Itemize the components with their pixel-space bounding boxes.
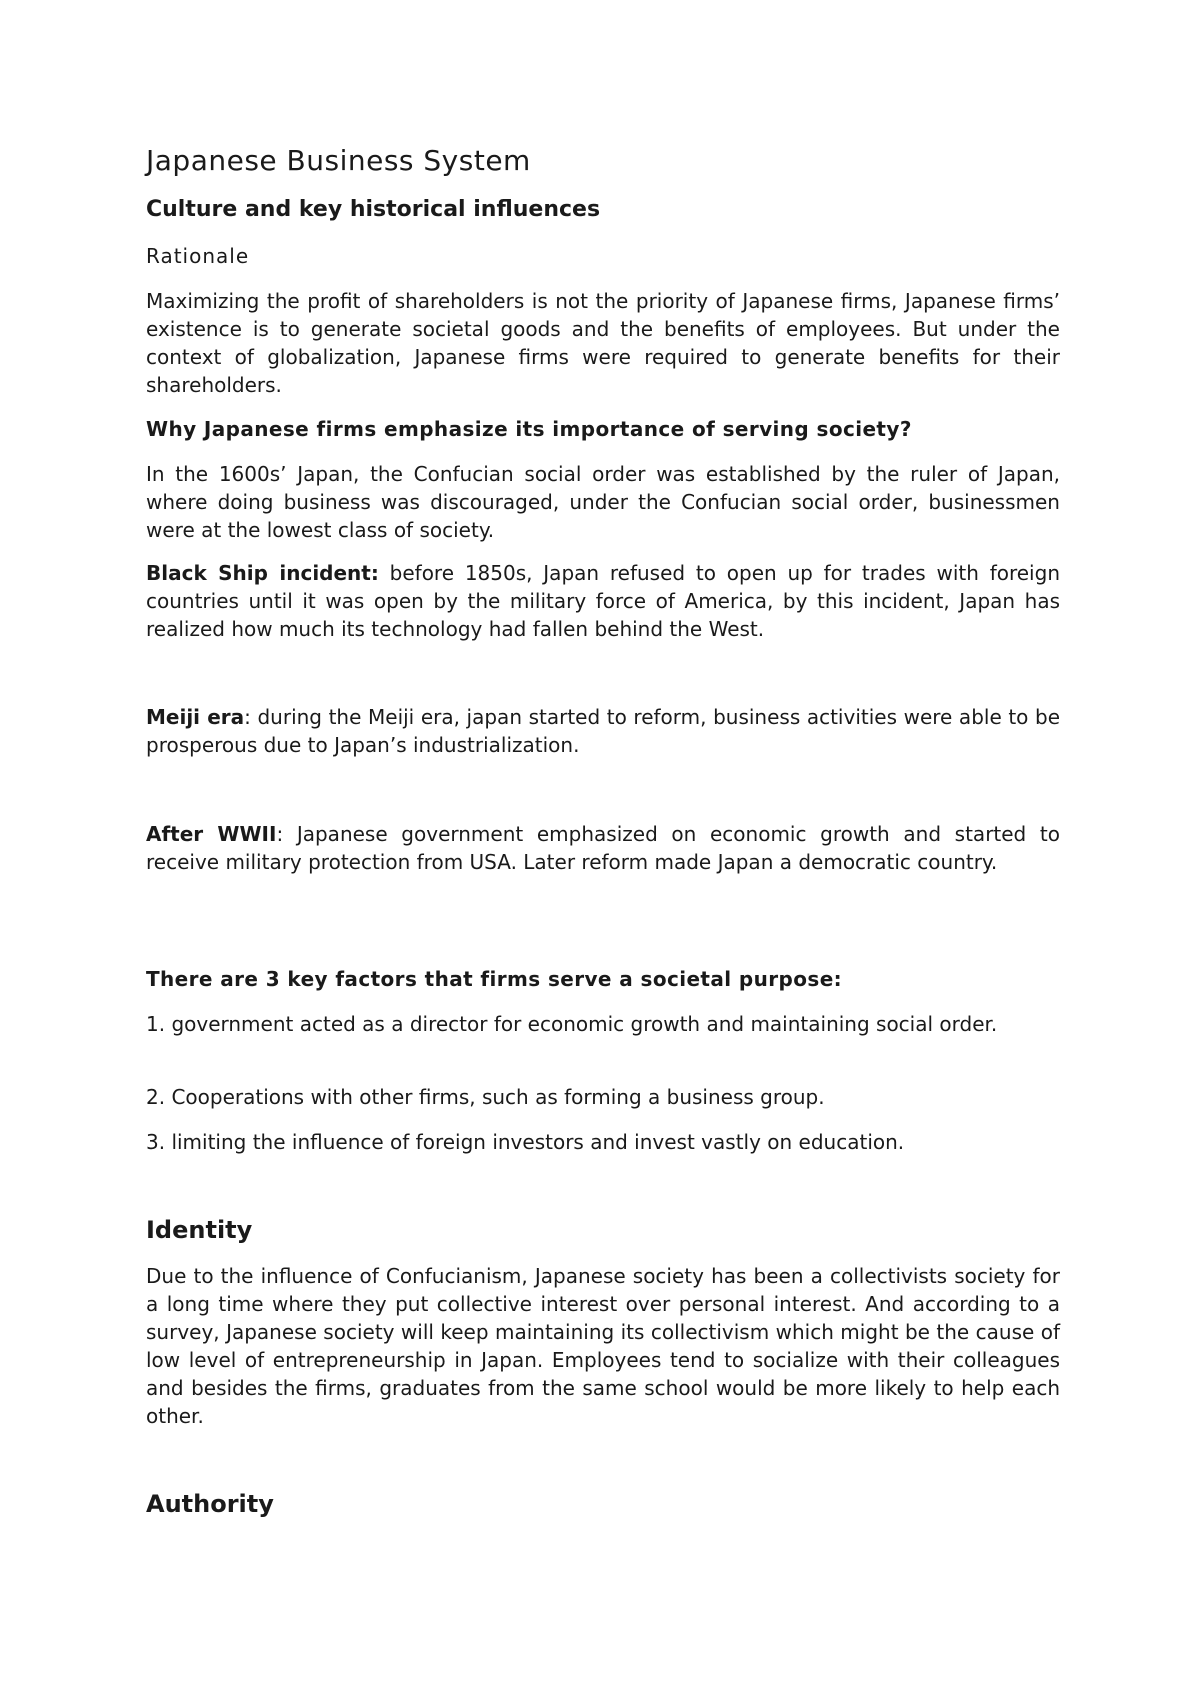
after-wwii-text: : Japanese government emphasized on economic growth and started to receive military protection from USA. Later reform made Japan a democratic country.: [146, 822, 1060, 874]
meiji-lead: Meiji era: [146, 705, 245, 729]
factor-item-1: 1. government acted as a director for economic growth and maintaining social order.: [146, 1012, 998, 1036]
after-wwii-paragraph: [146, 820, 1060, 876]
identity-heading: Identity: [146, 1216, 253, 1244]
factor-item-2: 2. Cooperations with other firms, such as forming a business group.: [146, 1085, 825, 1109]
factors-heading: There are 3 key factors that firms serve a societal purpose:: [146, 967, 843, 991]
black-ship-paragraph: [146, 559, 1060, 643]
document-title: Japanese Business System: [146, 144, 531, 177]
question-heading: Why Japanese firms emphasize its importance of serving society?: [146, 417, 912, 441]
authority-heading: Authority: [146, 1490, 274, 1518]
meiji-text: : during the Meiji era, japan started to reform, business activities were able to be prosperous due to Japan’s industrialization.: [146, 705, 1061, 757]
black-ship-lead: Black Ship incident:: [146, 561, 379, 585]
confucian-paragraph: In the 1600s’ Japan, the Confucian social order was established by the ruler of Japan, where doing business was discouraged, under the Confucian social order, businessmen were at the lowest class of society.: [146, 462, 1060, 542]
rationale-paragraph: Maximizing the profit of shareholders is not the priority of Japanese firms, Japanese firms’ existence is to generate societal goods and the benefits of employees. But under the context of globalization, Japanese firms were required to generate benefits for their shareholders.: [146, 289, 1060, 397]
rationale-heading: Rationale: [146, 244, 250, 268]
factor-item-3: 3. limiting the influence of foreign investors and invest vastly on education.: [146, 1130, 905, 1154]
identity-paragraph: Due to the influence of Confucianism, Japanese society has been a collectivists society for a long time where they put collective interest over personal interest. And according to a survey, Japanese society will keep maintaining its collectivism which might be the cause of low level of entrepreneurship in Japan. Employees tend to socialize with their colleagues and besides the firms, graduates from the same school would be more likely to help each other.: [146, 1264, 1060, 1428]
black-ship-text: before 1850s, Japan refused to open up for trades with foreign countries until it was open by the military force of America, by this incident, Japan has realized how much its technology had fallen behind the West.: [146, 561, 1060, 641]
after-wwii-lead: After WWII: [146, 822, 277, 846]
meiji-paragraph: [146, 703, 1060, 759]
section-subtitle: Culture and key historical influences: [146, 197, 601, 222]
